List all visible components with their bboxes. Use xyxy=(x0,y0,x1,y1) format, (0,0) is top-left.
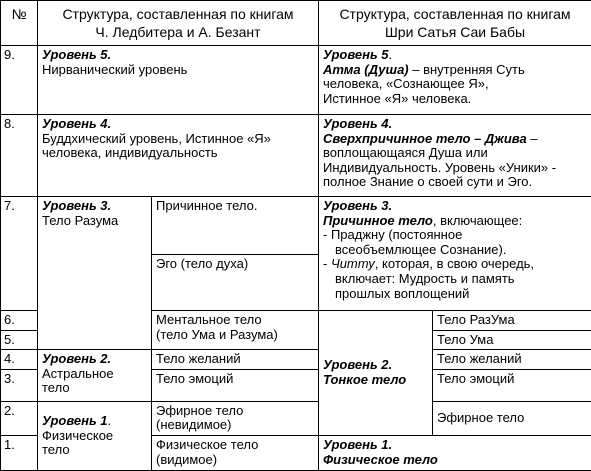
cell-leadbeater-9 xyxy=(38,46,319,115)
level-title xyxy=(323,199,587,214)
level-description: Нирванический уровень xyxy=(42,63,314,78)
razum-body-text: Тело РазУма xyxy=(437,312,515,327)
causal-term: Причинное тело xyxy=(323,213,433,228)
row-number-text: 2. xyxy=(4,403,15,418)
etheric-line-2: (невидимое) xyxy=(156,418,314,433)
jiva-term: Сверхпричинное тело – Джива xyxy=(323,131,527,146)
cell-sai-baba-9 xyxy=(319,46,591,115)
row-number-text: 5. xyxy=(4,332,15,347)
cell-leadbeater-level-2 xyxy=(38,350,152,402)
cell-ego-body xyxy=(152,255,319,311)
emotion-body-right-text: Тело эмоций xyxy=(437,371,514,386)
row-number xyxy=(1,46,38,115)
header-leadbeater-line2: Ч. Ледбитера и А. Безант xyxy=(42,23,314,41)
chitta-line-3: прошлых воплощений xyxy=(323,287,587,302)
causal-body-text: Причинное тело. xyxy=(156,198,257,213)
level-description: Тело Разума xyxy=(42,214,147,229)
cell-sai-baba-level-1 xyxy=(319,435,591,470)
prajna-line-2: всеобъемлющее Сознание). xyxy=(323,243,587,258)
level-title xyxy=(42,414,147,429)
physical-body-line-2: (видимое) xyxy=(156,453,314,468)
chitta-line-1 xyxy=(323,257,587,272)
mental-body-line-1: Ментальное тело xyxy=(156,313,314,328)
cell-etheric-body-right xyxy=(433,401,591,435)
chitta-desc-1: , которая, в свою очередь, xyxy=(375,256,534,271)
atma-line xyxy=(323,63,587,78)
cell-desire-body-right xyxy=(433,350,591,370)
row-number xyxy=(1,311,38,331)
etheric-line-1: Эфирное тело xyxy=(156,404,314,419)
atma-desc-2: человека, «Сознающее Я», xyxy=(323,77,587,92)
cell-sai-baba-8 xyxy=(319,115,591,197)
row-number xyxy=(1,435,38,470)
row-number xyxy=(1,350,38,370)
physical-line-2: тело xyxy=(42,443,147,458)
jiva-tail: – xyxy=(527,131,538,146)
causal-tail: , включающее: xyxy=(433,213,522,228)
level-title-text: Уровень 1. xyxy=(323,437,392,452)
desire-body-text: Тело желаний xyxy=(156,351,241,366)
level-description-2: человека, индивидуальность xyxy=(42,146,314,161)
cell-emotion-body xyxy=(152,369,319,401)
level-title-tail: . xyxy=(108,413,112,428)
level-title xyxy=(323,438,587,453)
atma-desc-1: – внутренняя Суть xyxy=(409,62,525,77)
level-title xyxy=(323,117,587,132)
causal-line xyxy=(323,214,587,229)
cell-physical-body xyxy=(152,435,319,470)
cell-mental-body xyxy=(152,311,319,350)
chitta-term: Читту xyxy=(331,256,375,271)
level-title-text: Уровень 2. xyxy=(42,351,111,366)
row-number-text: 6. xyxy=(4,312,15,327)
cell-leadbeater-level-1 xyxy=(38,401,152,470)
level-title xyxy=(323,48,587,63)
level-title-text: Уровень 5 xyxy=(323,47,389,62)
physical-line-1: Физическое xyxy=(42,429,147,444)
table-row xyxy=(1,401,591,435)
cell-sai-baba-level-2 xyxy=(319,311,433,436)
astral-line-1: Астральное xyxy=(42,367,147,382)
row-number-text: 9. xyxy=(4,47,15,62)
mental-body-line-2: (тело Ума и Разума) xyxy=(156,328,314,343)
physical-body-title xyxy=(323,453,587,468)
row-number xyxy=(1,197,38,311)
row-number-text: 1. xyxy=(4,437,15,452)
level-title-text: Уровень 4. xyxy=(42,116,111,131)
table-row xyxy=(1,350,591,370)
atma-term: Атма (Душа) xyxy=(323,62,409,77)
row-number-text: 3. xyxy=(4,371,15,386)
row-number xyxy=(1,115,38,197)
row-number xyxy=(1,401,38,435)
level-title-text: Уровень 5. xyxy=(42,47,111,62)
level-title xyxy=(323,358,428,373)
cell-razum-body xyxy=(433,311,591,331)
desire-body-right-text: Тело желаний xyxy=(437,351,522,366)
cell-leadbeater-8 xyxy=(38,115,319,197)
level-title-text: Уровень 1 xyxy=(42,413,108,428)
header-leadbeater-line1: Структура, составленная по книгам xyxy=(42,5,314,23)
cell-causal-body xyxy=(152,197,319,255)
level-title xyxy=(42,48,314,63)
header-leadbeater xyxy=(38,1,319,46)
astral-line-2: тело xyxy=(42,381,147,396)
chitta-line-2: включает: Мудрость и память xyxy=(323,272,587,287)
table-row xyxy=(1,115,591,197)
cell-etheric-body xyxy=(152,401,319,435)
level-title-tail: . xyxy=(389,47,393,62)
row-number-text: 7. xyxy=(4,198,15,213)
level-title xyxy=(42,199,147,214)
header-row xyxy=(1,1,591,46)
row-number-text: 4. xyxy=(4,351,15,366)
jiva-desc-2: воплощающаяся Душа или xyxy=(323,146,587,161)
level-title xyxy=(42,117,314,132)
header-sai-baba xyxy=(319,1,591,46)
prajna-line-1: - Праджну (постоянное xyxy=(323,228,587,243)
atma-desc-3: Истинное «Я» человека. xyxy=(323,92,587,107)
header-sai-baba-line2: Шри Сатья Саи Бабы xyxy=(323,23,587,41)
row-number xyxy=(1,330,38,350)
cell-mind-body xyxy=(433,330,591,350)
cell-desire-body xyxy=(152,350,319,370)
ego-body-text: Эго (тело духа) xyxy=(156,256,248,271)
level-title-text: Уровень 3. xyxy=(323,198,392,213)
level-title xyxy=(42,352,147,367)
subtle-body xyxy=(323,373,428,388)
etheric-body-right-text: Эфирное тело xyxy=(437,410,524,425)
mind-body-text: Тело Ума xyxy=(437,332,493,347)
subtle-body-text: Тонкое тело xyxy=(323,372,406,387)
jiva-line xyxy=(323,132,587,147)
header-sai-baba-line1: Структура, составленная по книгам xyxy=(323,5,587,23)
chitta-dash: - xyxy=(323,256,331,271)
physical-body-line-1: Физическое тело xyxy=(156,438,314,453)
cell-leadbeater-level-3 xyxy=(38,197,152,350)
row-number-text: 8. xyxy=(4,116,15,131)
emotion-body-text: Тело эмоций xyxy=(156,371,233,386)
header-number-text: № xyxy=(11,6,26,22)
level-title-text: Уровень 4. xyxy=(323,116,392,131)
level-title-text: Уровень 3. xyxy=(42,198,111,213)
jiva-desc-3: Индивидуальность. Уровень «Уники» - xyxy=(323,161,587,176)
level-description-1: Буддхический уровень, Истинное «Я» xyxy=(42,132,314,147)
table-row xyxy=(1,46,591,115)
header-number xyxy=(1,1,38,46)
jiva-desc-4: полное Знание о своей сути и Эго. xyxy=(323,175,587,190)
cell-emotion-body-right xyxy=(433,369,591,401)
level-title-text: Уровень 2. xyxy=(323,357,392,372)
table-row xyxy=(1,197,591,255)
physical-body-title-text: Физическое тело xyxy=(323,452,438,467)
cell-sai-baba-7 xyxy=(319,197,591,311)
row-number xyxy=(1,369,38,401)
